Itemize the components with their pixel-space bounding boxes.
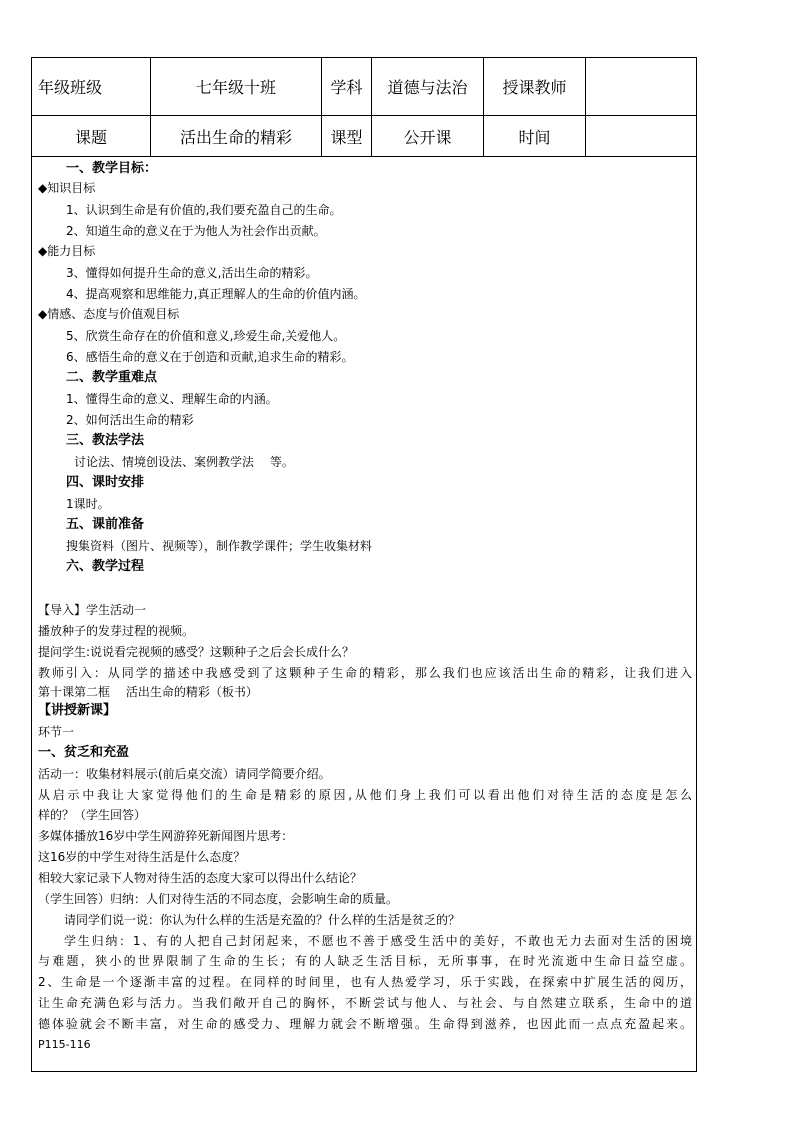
text-line: 活动一：收集材料展示(前后桌交流）请同学简要介绍。 [38,767,331,781]
header-row-1 [32,58,696,116]
section-heading-new-lesson: 【讲授新课】 [38,703,117,718]
header-label-subject: 学科 [322,58,372,115]
text-line: 2、知道生命的意义在于为他人为社会作出贡献。 [66,224,326,238]
text-line: 1、懂得生命的意义、理解生命的内涵。 [66,392,278,406]
header-row-2 [32,116,696,157]
text-line: 3、懂得如何提升生命的意义,活出生命的精彩。 [66,266,318,280]
section-heading-schedule: 四、课时安排 [66,475,145,490]
header-label-class: 年级班级 [32,58,151,115]
text-line: 与难题，狭小的世界限制了生命的生长；有的人缺乏生活目标，无所事事，在时光流逝中生命日益空虚。 [38,954,692,968]
section-heading-preparation: 五、课前准备 [66,517,145,532]
subheading-emotion: ◆情感、态度与价值观目标 [38,307,180,321]
subheading-knowledge: ◆知识目标 [38,181,96,195]
header-value-teacher [586,58,696,115]
text-line: 1、认识到生命是有价值的,我们要充盈自己的生命。 [66,203,342,217]
page-reference: P115-116 [38,1038,91,1051]
header-value-topic: 活出生命的精彩 [151,116,322,156]
text-line: 播放种子的发芽过程的视频。 [38,624,195,638]
header-label-time: 时间 [484,116,586,156]
text-line: 教师引入：从同学的描述中我感受到了这颗种子生命的精彩，那么我们也应该活出生命的精彩，让我们进入 [38,666,692,680]
text-line: 德体验就会不断丰富，对生命的感受力、理解力就会不断增强。生命得到滋养，也因此而一点点充盈起来。 [38,1017,692,1031]
text-line: 环节一 [38,725,75,739]
text-line: 2、生命是一个逐渐丰富的过程。在同样的时间里，也有人热爱学习，乐于实践，在探索中扩展生活的阅历， [38,975,692,989]
text-line: 2、如何活出生命的精彩 [66,413,194,427]
section-heading-key-points: 二、教学重难点 [66,370,158,385]
header-label-lesson-type: 课型 [322,116,372,156]
text-line: 这16岁的中学生对待生活是什么态度？ [38,850,246,864]
text-line: 多媒体播放16岁中学生网游猝死新闻图片思考： [38,829,294,843]
section-heading-objectives: 一、教学目标： [66,161,158,176]
section-heading-methods: 三、教法学法 [66,433,145,448]
header-label-teacher: 授课教师 [484,58,586,115]
lesson-plan-sheet [31,57,697,1072]
header-label-topic: 课题 [32,116,151,156]
text-line: 让生命充满色彩与活力。当我们敞开自己的胸怀，不断尝试与他人、与社会、与自然建立联系，生命中的道 [38,996,692,1010]
header-value-lesson-type: 公开课 [372,116,484,156]
header-value-subject: 道德与法治 [372,58,484,115]
section-heading-process: 六、教学过程 [66,559,145,574]
text-line: 5、欣赏生命存在的价值和意义,珍爱生命,关爱他人。 [66,329,346,343]
header-value-class: 七年级十班 [151,58,322,115]
text-line: 相较大家记录下人物对待生活的态度大家可以得出什么结论？ [38,871,363,885]
text-line: 从启示中我让大家觉得他们的生命是精彩的原因,从他们身上我们可以看出他们对待生活的态度是怎么 [38,788,692,802]
text-line: （学生回答）归纳：人们对待生活的不同态度，会影响生命的质量。 [38,892,399,906]
text-line: 6、感悟生命的意义在于创造和贡献,追求生命的精彩。 [66,350,354,364]
text-line: 学生归纳：1、有的人把自己封闭起来，不愿也不善于感受生活中的美好，不敢也无力去面对生活的困境 [64,934,692,948]
text-line: 4、提高观察和思维能力,真正理解人的生命的价值内涵。 [66,287,366,301]
text-line: 搜集资料（图片、视频等），制作教学课件；学生收集材料 [66,539,373,553]
text-line: 提问学生:说说看完视频的感受？这颗种子之后会长成什么？ [38,645,355,659]
subheading-ability: ◆能力目标 [38,244,96,258]
header-value-time [586,116,696,156]
text-line: 请同学们说一说：你认为什么样的生活是充盈的？什么样的生活是贫乏的？ [64,913,461,927]
text-line: 讨论法、情境创设法、案例教学法 等。 [74,455,294,469]
section-heading-poor-and-full: 一、贫乏和充盈 [38,745,130,760]
text-line: 第十课第二框 活出生命的精彩（板书） [38,685,258,699]
text-line: 【导入】学生活动一 [38,603,147,617]
text-line: 样的？（学生回答） [38,808,147,822]
text-line: 1课时。 [66,497,110,511]
